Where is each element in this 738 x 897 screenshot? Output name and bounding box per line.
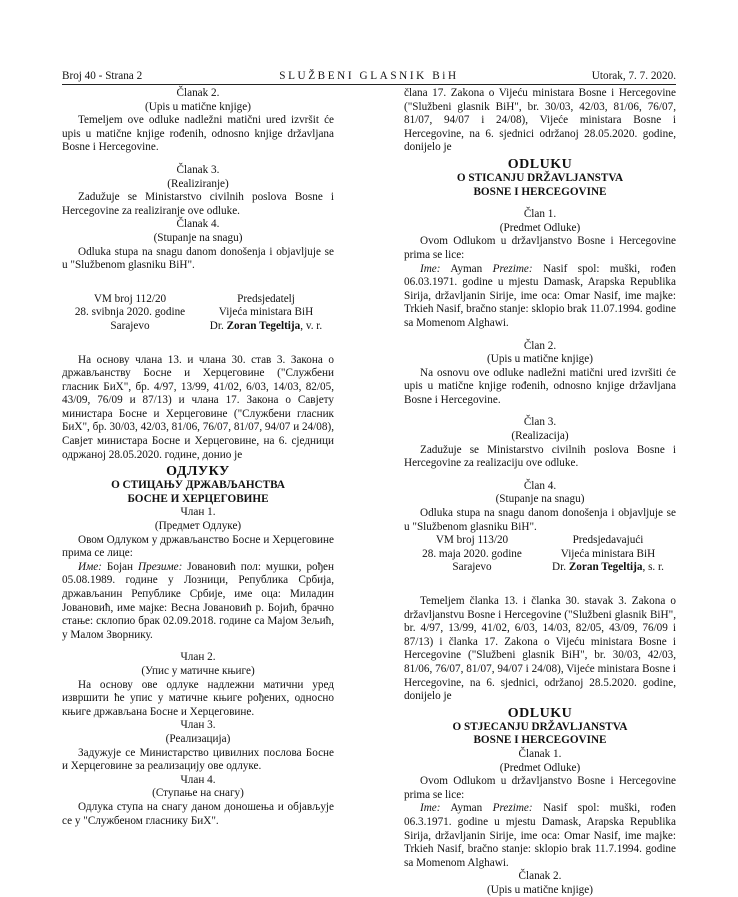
clan-4-title-bs: Član 4.: [523, 479, 557, 492]
decision-date-2: 28. maja 2020. godine: [422, 547, 522, 560]
clan-1-subtitle: (Предмет Одлуке): [154, 520, 242, 533]
article-4-text: Odluka stupa na snagu danom donošenja i objavljuje se u "Službenom glasniku BiH".: [62, 245, 334, 272]
clanak-1-subtitle-hr: (Predmet Odluke): [499, 761, 581, 774]
clan-4-text: Одлука ступа на снагу даном доношења и објављује се у "Службеном гласнику БиХ".: [62, 800, 334, 827]
right-continuation-text: člana 17. Zakona o Vijeću ministara Bosne i Hercegovine ("Službeni glasnik BiH", br. 30/03, 42/03, 81/06, 76/07, 81/07, 94/07 i 24/08), Vijeće ministara Bosne i Hercegovine, na 6. sjednici održanoj 28.05.2020. godine, donijelo je: [404, 87, 676, 154]
article-3-title: Članak 3.: [176, 163, 220, 176]
decision-place-2: Sarajevo: [452, 561, 492, 574]
clan-1-text: Овом Одлуком у држављанство Босне и Херцеговине прима се лице:: [62, 533, 334, 560]
article-3-text: Zadužuje se Ministarstvo civilnih poslova Bosne i Hercegovine za realiziranje ove odluke.: [62, 191, 334, 217]
clan-2-subtitle: (Упис у матичне књиге): [141, 664, 255, 677]
clan-3-title-bs: Član 3.: [523, 416, 557, 429]
left-column: [62, 87, 334, 828]
clan-2-subtitle-bs: (Upis u matične knjige): [487, 353, 593, 366]
clan-1-person-bs: Ime: Ayman Prezime: Nasif spol: muški, rođen 06.03.1971. godine u mjestu Damask, Arapska Republika Sirija, državljanin Sirije, ime oca: Omar Nasif, ime majke: Trkieh Nasif, bračno stanje: sklopio brak 11.07.1994. godine sa Momenom Alghawi.: [404, 262, 676, 329]
article-2-title: Članak 2.: [176, 87, 220, 99]
page-header: [62, 70, 676, 84]
clan-3-subtitle: (Реализација): [165, 732, 231, 745]
right-column: [404, 87, 676, 897]
article-2-subtitle: (Upis u matične knjige): [145, 100, 251, 113]
croatian-decision-subtitle-2: BOSNE I HERCEGOVINE: [473, 734, 607, 747]
clan-2-title-bs: Član 2.: [523, 339, 557, 352]
clan-4-text-bs: Odluka stupa na snagu danom donošenja i objavljuje se u "Službenom glasniku BiH".: [404, 507, 676, 533]
publication-title: SLUŽBENI GLASNIK BiH: [279, 70, 459, 82]
clan-2-text-bs: Na osnovu ove odluke nadležni matični ured izvršiti će upis u matične knjige rođenih, odnosno knjige državljana Bosne i Hercegovine.: [404, 366, 676, 406]
cyrillic-preamble: На основу члана 13. и члана 30. став 3. Закона о држављанству Босне и Херцеговине ("Службени гласник БиХ", бр. 4/97, 13/99, 41/02, 6/03, 14/03, 82/05, 43/09, 76/09 и 87/13) и члана 17. Закона о Савјету министара Босне и Херцеговине ("Службени гласник БиХ", бр. 30/03, 42/03, 81/06, 76/07, 81/07, 94/07 и 24/08), Савјет министара Босне и Херцеговине, на 6. сједници одржаној 28.05.2020. године, донио је: [62, 353, 334, 461]
clan-1-title-bs: Član 1.: [523, 208, 557, 221]
cyrillic-decision-title: ОДЛУКУ: [166, 464, 230, 480]
decision-date: 28. svibnja 2020. godine: [74, 306, 186, 319]
cyrillic-decision-subtitle-2: БОСНЕ И ХЕРЦЕГОВИНЕ: [127, 492, 269, 505]
clan-4-subtitle-bs: (Stupanje na snagu): [495, 493, 585, 506]
signature-block-1: [62, 293, 334, 334]
clanak-2-title-hr: Članak 2.: [518, 870, 562, 883]
header-rule: [62, 84, 676, 85]
article-3-subtitle: (Realiziranje): [167, 177, 229, 190]
clan-1-subtitle-bs: (Predmet Odluke): [499, 221, 581, 234]
signer-body: Vijeća ministara BiH: [218, 306, 314, 319]
clan-4-title: Члан 4.: [180, 773, 216, 786]
croatian-decision-title: ODLUKU: [507, 705, 573, 721]
clan-3-title: Члан 3.: [180, 719, 216, 732]
issue-date: Utorak, 7. 7. 2020.: [591, 70, 676, 82]
article-2-text: Temeljem ove odluke nadležni matični ured izvršit će upis u matične knjige rođenih, odnosno knjige državljana Bosne i Hercegovine.: [62, 114, 334, 154]
bosnian-decision-subtitle-2: BOSNE I HERCEGOVINE: [473, 185, 607, 198]
issue-number: Broj 40 - Strana 2: [62, 70, 143, 82]
clan-4-subtitle: (Ступање на снагу): [152, 787, 244, 800]
clan-3-text-bs: Zadužuje se Ministarstvo civilnih poslova Bosne i Hercegovine za realizaciju ove odluke.: [404, 443, 676, 470]
cyrillic-decision-subtitle: О СТИЦАЊУ ДРЖАВЉАНСТВА: [111, 479, 285, 492]
signer-body-2: Vijeća ministara BiH: [560, 547, 656, 560]
decision-place: Sarajevo: [110, 319, 150, 332]
clan-3-text: Задужује се Министарство цивилних послова Босне и Херцеговине за реализацију ове одлуке.: [62, 746, 334, 773]
clan-1-title: Члан 1.: [180, 506, 216, 519]
decision-number-2: VM broj 113/20: [435, 534, 509, 547]
article-4-subtitle: (Stupanje na snagu): [153, 231, 243, 244]
clan-2-text: На основу ове одлуке надлежни матични уред извршити ће упис у матичне књиге рођених, односно књиге држављана Босне и Херцеговине.: [62, 678, 334, 718]
croatian-preamble: Temeljem članka 13. i članka 30. stavak 3. Zakona o državljanstvu Bosne i Hercegovine ("Službeni glasnik BiH", br. 4/97, 13/99, 41/02, 6/03, 14/03, 82/05, 43/09, 76/09 i 87/13) i članka 17. Zakona o Vijeću ministara Bosne i Hercegovine ("Službeni glasnik BiH", br. 30/03, 42/03, 81/06, 76/07, 81/07, 94/07 i 24/08), Vijeće ministara Bosne i Hercegovine, na 6. sjednici, održanoj 28.5.2020. godine, donijelo je: [404, 595, 676, 703]
bosnian-decision-subtitle: O STICANJU DRŽAVLJANSTVA: [456, 171, 624, 184]
clan-1-person: Име: Бојан Презиме: Јовановић пол: мушки, рођен 05.08.1989. године у Лозници, Република Србија, држављанин Републике Србије, име оца: Миладин Јовановић, име мајке: Весна Јовановић р. Бојић, брачно стање: склопио брак 02.09.2018. године са Мајом Зељић, у Малом Зворнику.: [62, 560, 334, 641]
signer-name: Dr. Zoran Tegeltija, v. r.: [209, 319, 323, 332]
signer-role-2: Predsjedavajući: [572, 534, 644, 547]
bosnian-decision-title: ODLUKU: [507, 156, 573, 172]
signer-role: Predsjedatelj: [237, 292, 295, 305]
clanak-2-subtitle-hr: (Upis u matične knjige): [487, 883, 593, 896]
clanak-1-title-hr: Članak 1.: [518, 747, 562, 760]
clan-2-title: Члан 2.: [180, 651, 216, 664]
article-4-title: Članak 4.: [176, 218, 220, 231]
signer-name-2: Dr. Zoran Tegeltija, s. r.: [552, 561, 664, 574]
clan-3-subtitle-bs: (Realizacija): [511, 430, 569, 443]
clanak-1-person-hr: Ime: Ayman Prezime: Nasif spol: muški, rođen 06.3.1971. godine u mjestu Damask, Arapska Republika Sirija, državljanin Sirije, ime oca: Omar Nasif, ime majke: Trkieh Nasif, bračno stanje: sklopio brak 11.7.1994. godine sa Momenom Alghawi.: [404, 802, 676, 869]
croatian-decision-subtitle: O STJECANJU DRŽAVLJANSTVA: [452, 720, 628, 733]
clanak-1-text-hr: Ovom Odlukom u državljanstvo Bosne i Hercegovine prima se lice:: [404, 775, 676, 801]
clan-1-text-bs: Ovom Odlukom u državljanstvo Bosne i Hercegovine prima se lice:: [404, 235, 676, 261]
decision-number: VM broj 112/20: [93, 292, 167, 305]
signature-block-2: [404, 534, 676, 575]
